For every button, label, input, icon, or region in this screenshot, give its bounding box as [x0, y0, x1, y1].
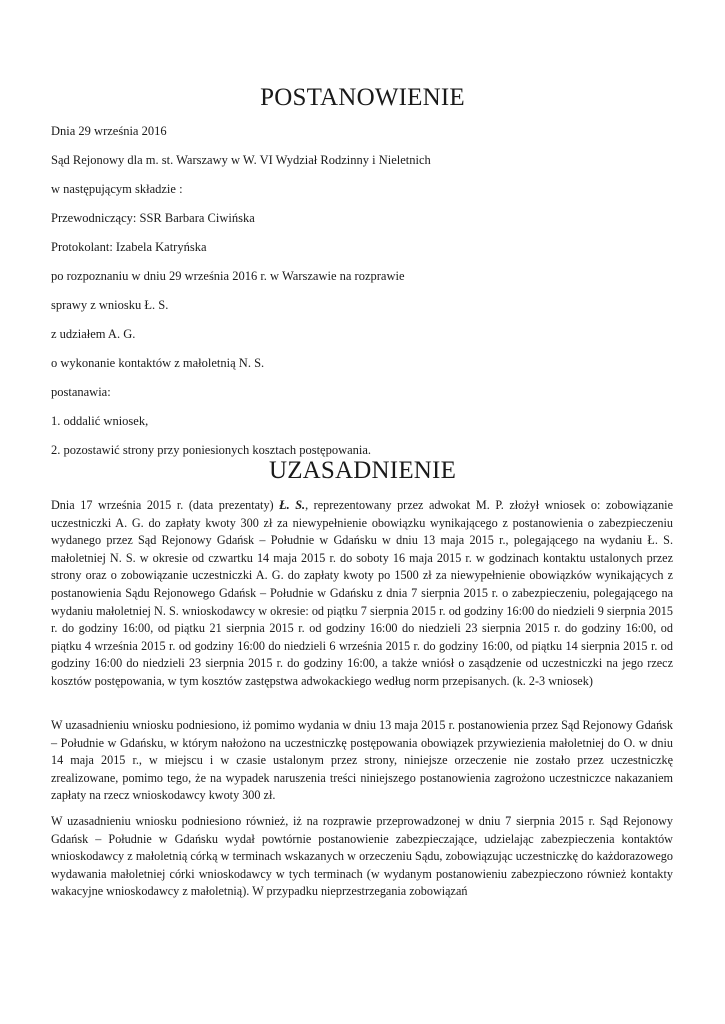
case-applicant-line: sprawy z wniosku Ł. S. — [51, 298, 169, 312]
para1-intro: Dnia 17 września 2015 r. (data prezentaty) — [51, 498, 280, 512]
decision-item: 1. oddalić wniosek, — [51, 414, 149, 428]
reasons-paragraph-3: W uzasadnieniu wniosku podniesiono również, iż na rozprawie przeprowadzonej w dniu 7 sierpnia 2015 r. Sąd Rejonowy Gdańsk – Południe w Gdańsku wydał powtórnie postanowienie zabezpieczające, udzielając zabezpieczenia kontaktów wnioskodawcy z małoletnią córką w terminach wskazanych w orzeczeniu Sądu, zobowiązując uczestniczkę do każdorazowego wydawania małoletniej córki wnioskodawcy w tych terminach (w wydanym postanowieniu zabezpieczono również kontakty wakacyjne wnioskodawcy z małoletnią). W przypadku nieprzestrzegania zobowiązań — [51, 814, 673, 899]
decision-list — [51, 414, 371, 458]
hearing-line: po rozpoznaniu w dniu 29 września 2016 r. w Warszawie na rozprawie — [51, 269, 405, 283]
decides-line: postanawia: — [51, 385, 111, 399]
document-title: POSTANOWIENIE — [260, 84, 465, 111]
reasons-title: UZASADNIENIE — [268, 457, 457, 484]
reasons-paragraph-1 — [51, 497, 673, 691]
clerk-line: Protokolant: Izabela Katryńska — [51, 240, 207, 254]
court-line: Sąd Rejonowy dla m. st. Warszawy w W. VI Wydział Rodzinny i Nieletnich — [51, 153, 431, 167]
participant-line: z udziałem A. G. — [51, 327, 136, 341]
reasons-paragraph-2: W uzasadnieniu wniosku podniesiono, iż pomimo wydania w dniu 13 maja 2015 r. postanowienia przez Sąd Rejonowy Gdańsk – Południe w Gdańsku, w którym nałożono na uczestniczkę postępowania obowiązek przywiezienia małoletniej do O. w dniu 14 maja 2015 r., w miejscu i w czasie ustalonym przez strony, niniejsze orzeczenie nie zostało przez uczestniczkę zrealizowane, pomimo tego, że na wypadek naruszenia treści niniejszego postanowienia zagrożono uczestniczce nakazaniem zapłaty na rzecz wnioskodawcy kwoty 300 zł. — [51, 718, 673, 803]
para1-rest: , reprezentowany przez adwokat M. P. złożył wniosek o: zobowiązanie uczestniczki A. G. do zapłaty kwoty 300 zł za niewypełnienie obowiązku wynikającego z postanowienia o zabezpieczeniu wydanego przez Sąd Rejonowy Gdańsk – Południe w Gdańsku w dniu 13 maja 2015 r., polegającego na wydaniu Ł. S. małoletniej N. S. w okresie od czwartku 14 maja 2015 r. do soboty 16 maja 2015 r. w godzinach kontaktu ustalonych przez strony oraz o zobowiązanie uczestniczki A. G. do zapłaty kwoty po 1500 zł za niewypełnienie obowiązków wynikających z postanowienia Sądu Rejonowego Gdańsk – Południe w Gdańsku z dnia 7 sierpnia 2015 r. o zabezpieczeniu, polegającego na wydaniu małoletniej N. S. wnioskodawcy w okresie: od piątku 7 sierpnia 2015 r. od godziny 16:00 do niedzieli 9 sierpnia 2015 r. do godziny 16:00, od piątku 21 sierpnia 2015 r. od godziny 16:00 do niedzieli 23 sierpnia 2015 r. do godziny 16:00, od piątku 4 września 2015 r. od godziny 16:00 do niedzieli 6 września 2015 r. do godziny 16:00, od piątku 14 sierpnia 2015 r. od godziny 16:00 do niedzieli 23 sierpnia 2015 r. do godziny 16:00, a także wniósł o zasądzenie od uczestniczki na jego rzecz kosztów postępowania, w tym kosztów zastępstwa adwokackiego według norm przepisanych. (k. 2-3 wniosek) — [51, 498, 673, 688]
date-line: Dnia 29 września 2016 — [51, 124, 167, 138]
presiding-judge-line: Przewodniczący: SSR Barbara Ciwińska — [51, 211, 255, 225]
applicant-name: Ł. S. — [279, 498, 306, 512]
composition-line: w następującym składzie : — [51, 182, 183, 196]
decision-item: 2. pozostawić strony przy poniesionych kosztach postępowania. — [51, 443, 372, 457]
subject-line: o wykonanie kontaktów z małoletnią N. S. — [51, 356, 265, 370]
